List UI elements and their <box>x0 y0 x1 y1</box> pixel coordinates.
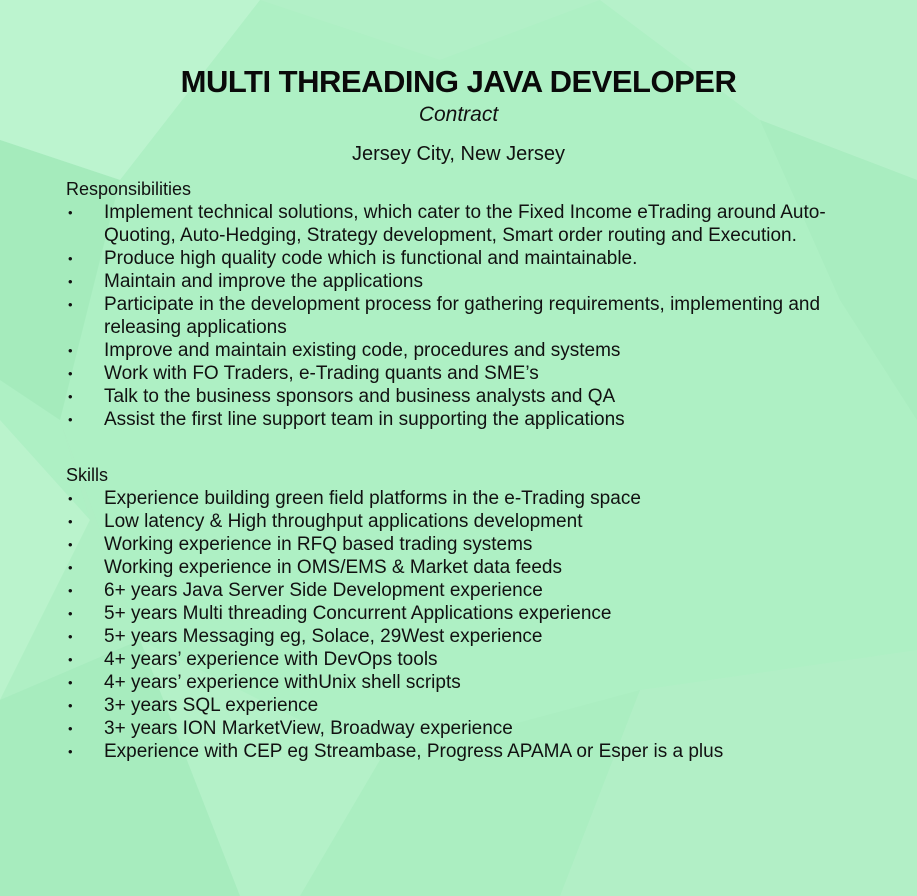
bullet-icon: • <box>68 629 73 644</box>
list-item: • 3+ years SQL experience <box>68 695 319 716</box>
list-item: • 3+ years ION MarketView, Broadway experience <box>68 718 513 739</box>
bullet-icon: • <box>68 744 73 759</box>
bullet-icon: • <box>68 389 73 404</box>
section-heading: Skills <box>66 465 109 485</box>
list-item: • 6+ years Java Server Side Development experience <box>68 580 543 601</box>
bullet-icon: • <box>68 343 73 358</box>
list-item: • Talk to the business sponsors and business analysts and QA <box>68 386 616 407</box>
bullet-icon: • <box>68 297 73 312</box>
bullet-icon: • <box>68 675 73 690</box>
skills-section <box>66 464 866 763</box>
list-item: • Experience building green field platforms in the e-Trading space <box>68 488 641 509</box>
list-item: • Working experience in OMS/EMS & Market data feeds <box>68 557 562 578</box>
bullet-icon: • <box>68 537 73 552</box>
bullet-icon: • <box>68 698 73 713</box>
list-item: • Implement technical solutions, which cater to the Fixed Income eTrading around Auto-Quoting, Auto-Hedging, Strategy development, Smart order routing and Execution. <box>68 202 826 246</box>
bullet-icon: • <box>68 606 73 621</box>
list-item: • Participate in the development process for gathering requirements, implementing and releasing applications <box>68 294 821 338</box>
list-item: • Improve and maintain existing code, procedures and systems <box>68 340 621 361</box>
list-item: • 4+ years’ experience withUnix shell scripts <box>68 672 461 693</box>
list-item: • Experience with CEP eg Streambase, Progress APAMA or Esper is a plus <box>68 741 724 762</box>
list-item: • Assist the first line support team in supporting the applications <box>68 409 625 430</box>
list-item: • Work with FO Traders, e-Trading quants and SME’s <box>68 363 539 384</box>
bullet-icon: • <box>68 412 73 427</box>
bullet-icon: • <box>68 583 73 598</box>
skills-list <box>66 487 866 763</box>
bullet-icon: • <box>68 251 73 266</box>
employment-type: Contract <box>418 103 499 126</box>
bullet-icon: • <box>68 721 73 736</box>
responsibilities-list <box>66 201 866 431</box>
list-item: • 5+ years Messaging eg, Solace, 29West experience <box>68 626 543 647</box>
bullet-icon: • <box>68 652 73 667</box>
list-item: • Maintain and improve the applications <box>68 271 423 292</box>
list-item: • 5+ years Multi threading Concurrent Applications experience <box>68 603 612 624</box>
list-item: • Low latency & High throughput applications development <box>68 511 583 532</box>
list-item: • Produce high quality code which is functional and maintainable. <box>68 248 638 269</box>
list-item: • 4+ years’ experience with DevOps tools <box>68 649 438 670</box>
job-title: MULTI THREADING JAVA DEVELOPER <box>180 64 737 99</box>
section-heading: Responsibilities <box>66 179 192 199</box>
bullet-icon: • <box>68 205 73 220</box>
bullet-icon: • <box>68 274 73 289</box>
bullet-icon: • <box>68 514 73 529</box>
list-item: • Working experience in RFQ based trading systems <box>68 534 533 555</box>
responsibilities-section <box>66 178 866 431</box>
bullet-icon: • <box>68 560 73 575</box>
bullet-icon: • <box>68 366 73 381</box>
job-location: Jersey City, New Jersey <box>351 143 565 165</box>
bullet-icon: • <box>68 491 73 506</box>
